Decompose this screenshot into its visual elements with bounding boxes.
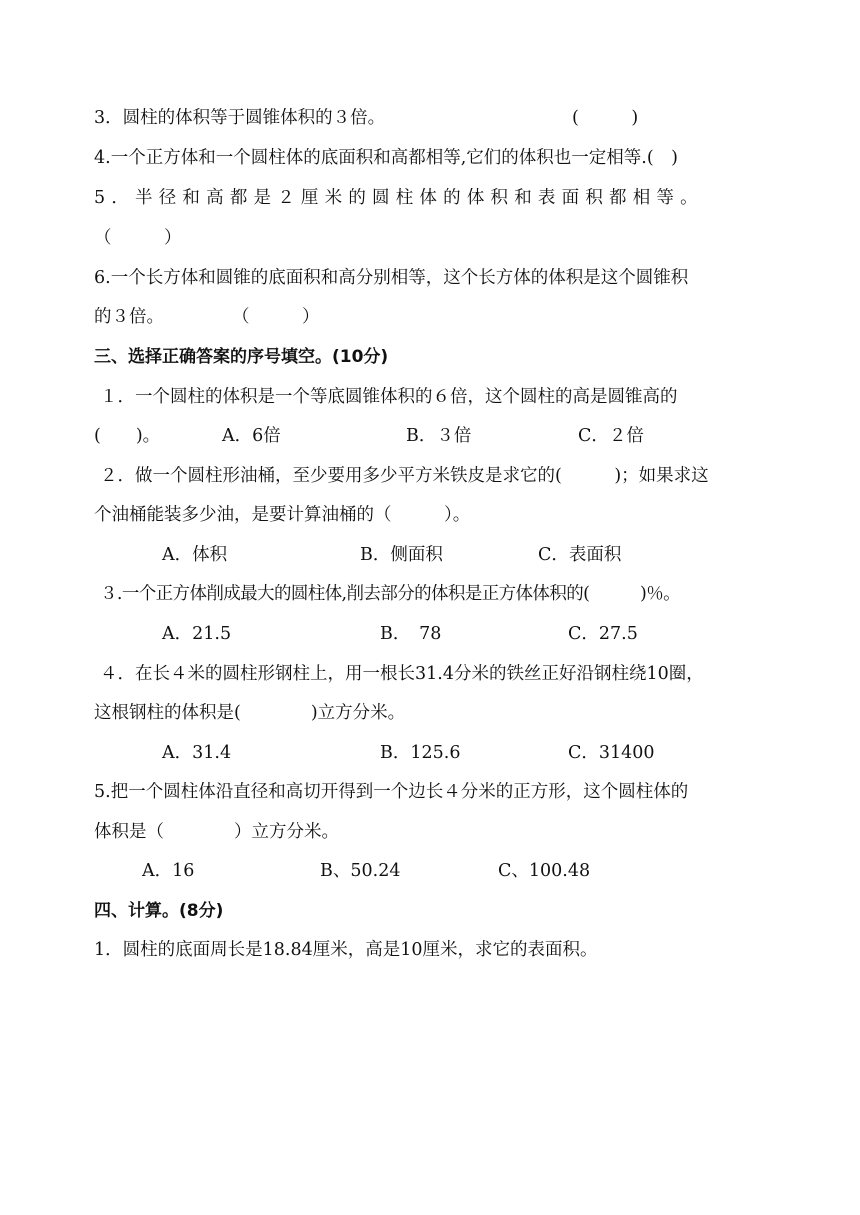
choice-question-4-option-b: B．125.6 — [380, 743, 461, 763]
section-3-heading: 三、选择正确答案的序号填空。(10分) — [94, 347, 389, 367]
choice-question-2-line-2: 个油桶能装多少油，是要计算油桶的（ ）。 — [94, 505, 471, 525]
choice-question-2-line-1: ２．做一个圆柱形油桶，至少要用多少平方米铁皮是求它的( )；如果求这 — [100, 466, 709, 486]
choice-question-3-option-b: B． 78 — [380, 624, 442, 644]
choice-question-1-line-2: ( )。 — [94, 426, 161, 446]
judge-question-6-line-1: 6.一个长方体和圆锥的底面积和高分别相等，这个长方体的体积是这个圆锥积 — [94, 268, 689, 288]
choice-question-5-line-2: 体积是（ ）立方分米。 — [94, 822, 339, 842]
judge-question-4: 4.一个正方体和一个圆柱体的底面积和高都相等,它们的体积也一定相等.( ) — [94, 148, 678, 168]
choice-question-4-line-2: 这根钢柱的体积是( )立方分米。 — [94, 703, 406, 723]
calc-question-1: 1．圆柱的底面周长是18.84厘米，高是10厘米，求它的表面积。 — [94, 940, 598, 960]
judge-question-6-answer-blank: （ ） — [232, 307, 320, 327]
choice-question-2-option-c: C．表面积 — [538, 545, 622, 565]
choice-question-2-option-a: A．体积 — [162, 545, 228, 565]
choice-question-3-option-c: C．27.5 — [568, 624, 638, 644]
choice-question-4-option-c: C．31400 — [568, 743, 655, 763]
choice-question-5-option-c: C、100.48 — [498, 861, 591, 881]
judge-question-3-answer-blank: ( ) — [572, 108, 639, 128]
choice-question-1-option-c: C．２倍 — [578, 426, 644, 446]
choice-question-1-line-1: １．一个圆柱的体积是一个等底圆锥体积的６倍，这个圆柱的高是圆锥高的 — [100, 387, 678, 407]
choice-question-5-line-1: 5.把一个圆柱体沿直径和高切开得到一个边长４分米的正方形，这个圆柱体的 — [94, 782, 689, 802]
choice-question-3-line-1: ３.一个正方体削成最大的圆柱体,削去部分的体积是正方体体积的( )％。 — [100, 584, 681, 604]
choice-question-4-line-1: ４．在长４米的圆柱形钢柱上，用一根长31.4分米的铁丝正好沿钢柱绕10圈， — [100, 664, 704, 684]
choice-question-1-option-a: A．6倍 — [222, 426, 281, 446]
choice-question-2-option-b: B．侧面积 — [360, 545, 443, 565]
choice-question-3-option-a: A．21.5 — [162, 624, 232, 644]
choice-question-4-option-a: A．31.4 — [162, 743, 232, 763]
judge-question-6-line-2: 的３倍。 — [94, 307, 164, 327]
judge-question-3: 3．圆柱的体积等于圆锥体积的３倍。 — [94, 108, 386, 128]
choice-question-5-option-a: A．16 — [142, 861, 195, 881]
section-4-heading: 四、计算。(8分) — [94, 901, 224, 921]
choice-question-5-option-b: B、50.24 — [320, 861, 401, 881]
choice-question-1-option-b: B．３倍 — [406, 426, 472, 446]
judge-question-5-answer-blank: （ ） — [94, 228, 182, 248]
judge-question-5: 5．半径和高都是２厘米的圆柱体的体积和表面积都相等。 — [94, 188, 704, 208]
